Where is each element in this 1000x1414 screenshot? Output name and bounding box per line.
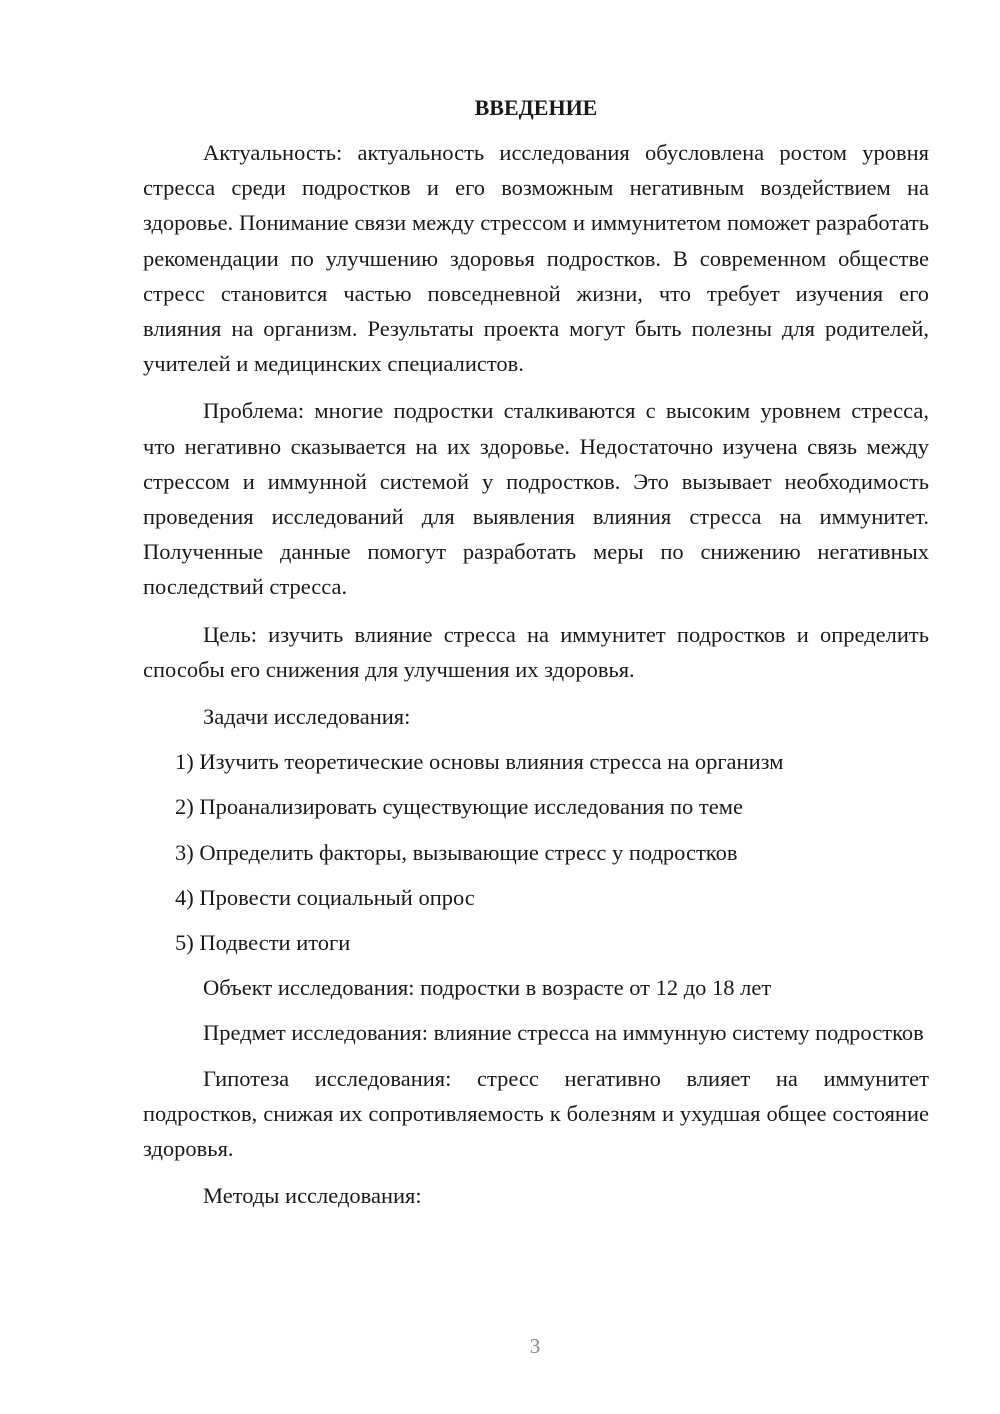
object-paragraph: Объект исследования: подростки в возрасте от 12 до 18 лет xyxy=(203,975,772,1001)
goal-paragraph: Цель: изучить влияние стресса на иммунитет подростков и определить способы его снижения для улучшения их здоровья. xyxy=(143,621,929,682)
list-item: 4) Провести социальный опрос xyxy=(175,884,475,910)
methods-heading: Методы исследования: xyxy=(203,1183,422,1209)
tasks-list xyxy=(143,744,929,960)
problem-paragraph: Проблема: многие подростки сталкиваются с высоким уровнем стресса, что негативно сказывается на их здоровье. Недостаточно изучена связь между стрессом и иммунной системой у подростков. Это вызывает необходимость проведения исследований для выявления влияния стресса на иммунитет. Полученные данные помогут разработать меры по снижению негативных последствий стресса. xyxy=(143,398,929,600)
subject-paragraph: Предмет исследования: влияние стресса на иммунную систему подростков xyxy=(203,1020,924,1046)
document-page xyxy=(143,90,929,1213)
list-item: 2) Проанализировать существующие исследования по теме xyxy=(175,794,743,820)
list-item: 1) Изучить теоретические основы влияния стресса на организм xyxy=(175,749,784,775)
tasks-heading: Задачи исследования: xyxy=(203,704,411,730)
page-number: 3 xyxy=(529,1334,541,1358)
hypothesis-paragraph: Гипотеза исследования: стресс негативно влияет на иммунитет подростков, снижая их сопротивляемость к болезням и ухудшая общее состояние здоровья. xyxy=(143,1065,929,1162)
section-title: ВВЕДЕНИЕ xyxy=(474,95,598,120)
list-item: 3) Определить факторы, вызывающие стресс у подростков xyxy=(175,839,738,865)
list-item: 5) Подвести итоги xyxy=(175,930,351,956)
relevance-paragraph: Актуальность: актуальность исследования обусловлена ростом уровня стресса среди подростков и его возможным негативным воздействием на здоровье. Понимание связи между стрессом и иммунитетом поможет разработать рекомендации по улучшению здоровья подростков. В современном обществе стресс становится частью повседневной жизни, что требует изучения его влияния на организм. Результаты проекта могут быть полезны для родителей, учителей и медицинских специалистов. xyxy=(143,140,929,377)
